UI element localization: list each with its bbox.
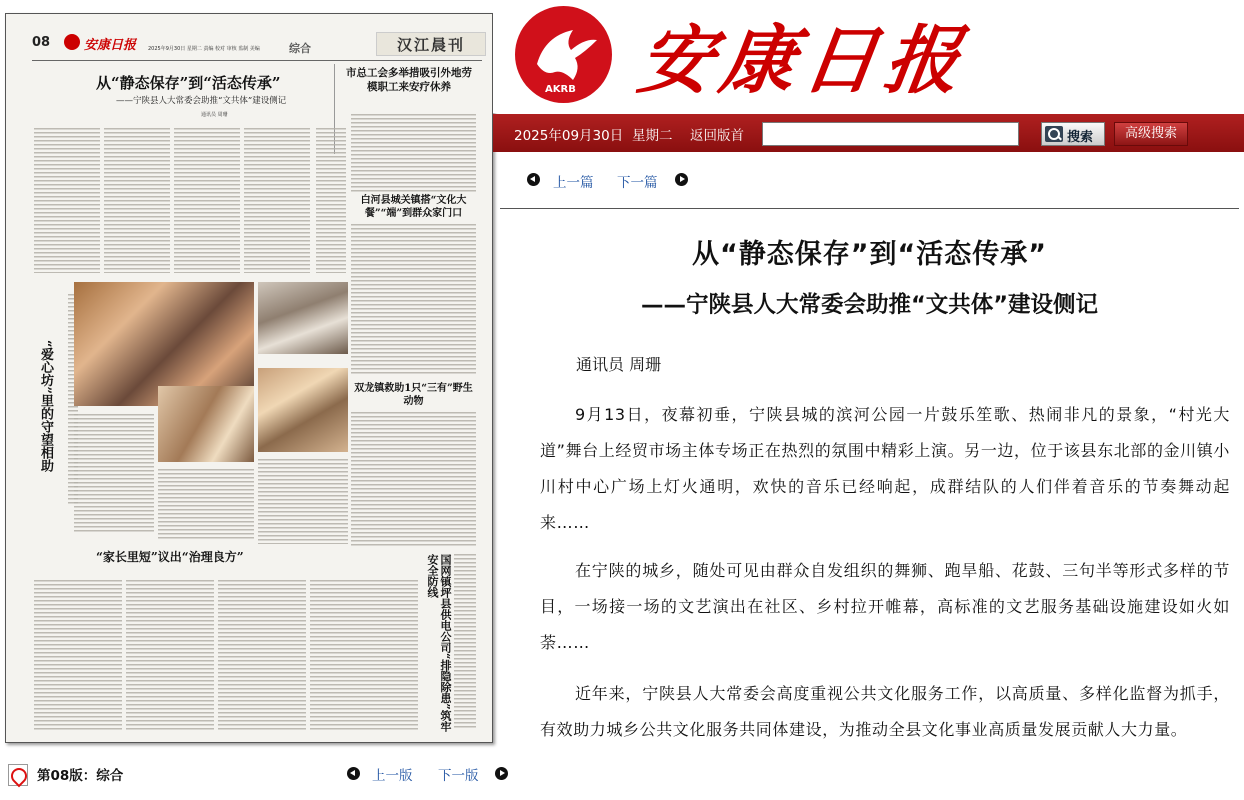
thumbnail-side-headline-1[interactable]: 市总工会多举措吸引外地劳模职工来安疗休养 [346,67,472,93]
thumbnail-text-block [174,128,240,273]
next-page-link[interactable]: 下一版 [438,768,479,784]
masthead-title: 安康日报 [633,18,974,104]
thumbnail-photo-4 [158,386,254,462]
prev-article-icon[interactable] [527,173,540,186]
pdf-icon[interactable] [8,764,28,786]
thumbnail-header [6,14,492,60]
nav-date: 2025年09月30日 [514,128,624,144]
thumbnail-logo-text: 安康日报 [84,38,137,53]
next-article-link[interactable]: 下一篇 [617,175,658,191]
search-input[interactable] [762,122,1019,146]
thumbnail-vertical-headline-1[interactable]: “爱心坊”里的守望相助 [38,340,53,472]
thumbnail-subheadline: ——宁陕县人大常委会助推“文共体”建设侧记 [116,96,287,106]
article-subtitle: ——宁陕县人大常委会助推“文共体”建设侧记 [640,292,1099,318]
thumbnail-lower-headline[interactable]: “家长里短”议出“治理良方” [96,550,244,564]
article-paragraph-2: 在宁陕的城乡，随处可见由群众自发组织的舞狮、跑旱船、花鼓、三句半等形式多样的节目，一场接一场的文艺演出在社区、乡村拉开帷幕，高标准的文艺服务基础设施建设如火如荼…… [540,561,1230,652]
thumbnail-text-block [74,414,154,534]
page-thumbnail[interactable] [5,13,493,743]
thumbnail-text-block [310,580,418,730]
page-label: 第08版：综合 [37,768,124,784]
thumbnail-text-block [316,128,346,273]
thumbnail-date-line: 2025年9月30日 星期二 责编 校对 审核 监制 美编 [148,46,260,52]
thumbnail-headline[interactable]: 从“静态保存”到“活态传承” [96,74,281,92]
thumbnail-top-rule [32,60,482,61]
logo-letters: AKRB [545,84,576,95]
search-icon [1045,126,1063,142]
article-title: 从“静态保存”到“活态传承” [692,239,1047,270]
thumbnail-vertical-headline-2[interactable]: 国网镇坪县供电公司“排隐除患”筑牢安全防线 [426,554,452,732]
prev-page-link[interactable]: 上一版 [372,768,413,784]
thumbnail-page-number: 08 [32,35,51,50]
next-page-icon[interactable] [495,767,508,780]
masthead-logo-icon [515,6,612,103]
thumbnail-text-block [258,459,348,544]
thumbnail-text-block [34,580,122,730]
advanced-search-button[interactable]: 高级搜索 [1114,122,1188,146]
prev-article-link[interactable]: 上一篇 [553,175,594,191]
nav-weekday: 星期二 [632,128,673,144]
thumbnail-text-block [244,128,310,273]
thumbnail-photo-2 [258,282,348,354]
search-button-label: 搜索 [1067,129,1094,144]
thumbnail-text-block [454,554,476,730]
thumbnail-text-block [158,469,254,539]
next-article-icon[interactable] [675,173,688,186]
dove-icon [515,6,612,103]
thumbnail-edition-name: 汉江晨刊 [376,32,486,56]
thumbnail-text-block [104,128,170,273]
thumbnail-text-block [126,580,214,730]
thumbnail-byline: 通讯员 周珊 [201,112,228,118]
prev-page-icon[interactable] [347,767,360,780]
article-paragraph-1: 9月13日，夜幕初垂，宁陕县城的滨河公园一片鼓乐笙歌、热闹非凡的景象，“村光大道”舞台上经贸市场主体专场正在热烈的氛围中精彩上演。另一边，位于该县东北部的金川镇小川村中心广场上灯火通明，欢快的音乐已经响起，成群结队的人们伴着音乐的节奏舞动起来…… [540,405,1230,532]
thumbnail-section: 综合 [289,42,311,55]
thumbnail-text-block [351,114,476,194]
back-to-front-link[interactable]: 返回版首 [690,128,744,144]
thumbnail-side-headline-2[interactable]: 白河县城关镇搭“文化大餐”“端”到群众家门口 [360,195,467,219]
thumbnail-photo-3 [258,368,348,452]
thumbnail-text-block [218,580,306,730]
article-byline: 通讯员 周珊 [576,355,662,374]
search-button[interactable] [1041,122,1105,146]
article-paragraph-3: 近年来，宁陕县人大常委会高度重视公共文化服务工作，以高质量、多样化监督为抓手，有效助力城乡公共文化服务共同体建设，为推动全县文化事业高质量发展贡献人大力量。 [540,684,1230,739]
thumbnail-logo-icon [64,34,80,50]
thumbnail-text-block [351,412,476,547]
thumbnail-side-headline-3[interactable]: 双龙镇救助1只“三有”野生动物 [354,383,473,407]
thumbnail-text-block [351,224,476,374]
thumbnail-text-block [34,128,100,273]
article-divider [500,208,1239,209]
